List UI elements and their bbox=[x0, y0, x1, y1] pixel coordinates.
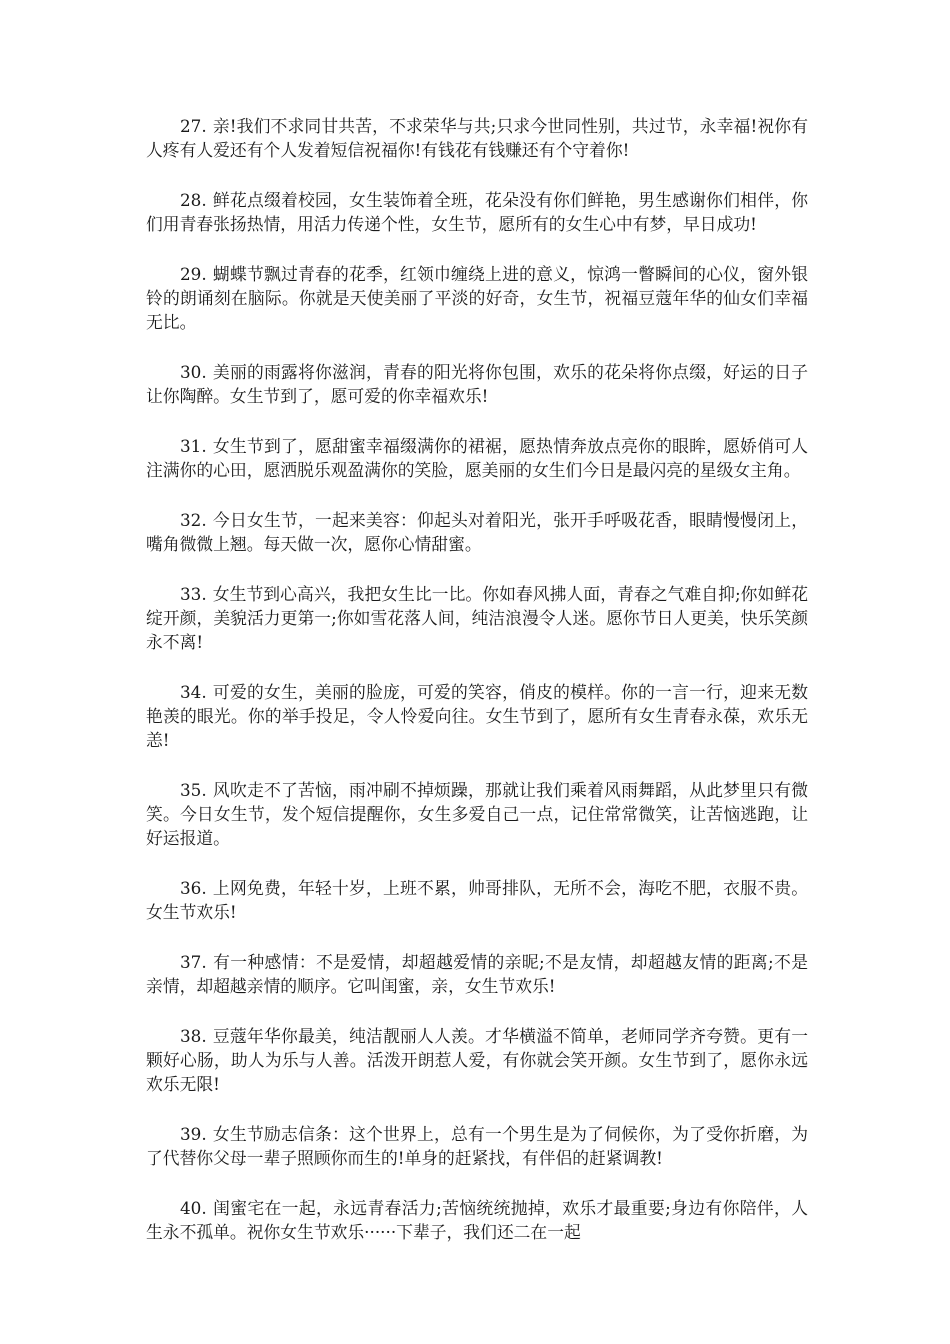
paragraph-27 bbox=[146, 114, 808, 162]
paragraph-36 bbox=[146, 876, 808, 924]
paragraph-text: 女生节到了，愿甜蜜幸福缀满你的裙裾，愿热情奔放点亮你的眼眸，愿娇俏可人注满你的心田，愿洒脱乐观盈满你的笑脸，愿美丽的女生们今日是最闪亮的星级女主角。 bbox=[146, 436, 808, 480]
paragraph-text: 今日女生节，一起来美容：仰起头对着阳光，张开手呼吸花香，眼睛慢慢闭上，嘴角微微上翘。每天做一次，愿你心情甜蜜。 bbox=[146, 510, 808, 554]
paragraph-number: 38. bbox=[180, 1026, 207, 1046]
paragraph-34 bbox=[146, 680, 808, 752]
paragraph-31 bbox=[146, 434, 808, 482]
paragraph-text: 有一种感情：不是爱情，却超越爱情的亲昵;不是友情，却超越友情的距离;不是亲情，却超越亲情的顺序。它叫闺蜜，亲，女生节欢乐! bbox=[146, 952, 808, 996]
paragraph-number: 40. bbox=[180, 1198, 207, 1218]
paragraph-33 bbox=[146, 582, 808, 654]
paragraph-text: 豆蔻年华你最美，纯洁靓丽人人羡。才华横溢不简单，老师同学齐夸赞。更有一颗好心肠，助人为乐与人善。活泼开朗惹人爱，有你就会笑开颜。女生节到了，愿你永远欢乐无限! bbox=[146, 1026, 808, 1094]
paragraph-30 bbox=[146, 360, 808, 408]
paragraph-number: 39. bbox=[180, 1124, 207, 1144]
paragraph-text: 蝴蝶节飘过青春的花季，红领巾缠绕上进的意义，惊鸿一瞥瞬间的心仪，窗外银铃的朗诵刻在脑际。你就是天使美丽了平淡的好奇，女生节，祝福豆蔻年华的仙女们幸福无比。 bbox=[146, 264, 808, 332]
paragraph-number: 37. bbox=[180, 952, 207, 972]
paragraph-text: 鲜花点缀着校园，女生装饰着全班，花朵没有你们鲜艳，男生感谢你们相伴，你们用青春张扬热情，用活力传递个性，女生节，愿所有的女生心中有梦，早日成功! bbox=[146, 190, 808, 234]
paragraph-38 bbox=[146, 1024, 808, 1096]
paragraph-40 bbox=[146, 1196, 808, 1244]
paragraph-39 bbox=[146, 1122, 808, 1170]
paragraph-text: 女生节到心高兴，我把女生比一比。你如春风拂人面，青春之气难自抑;你如鲜花绽开颜，美貌活力更第一;你如雪花落人间，纯洁浪漫令人迷。愿你节日人更美，快乐笑颜永不离! bbox=[146, 584, 808, 652]
paragraph-text: 女生节励志信条：这个世界上，总有一个男生是为了伺候你，为了受你折磨，为了代替你父母一辈子照顾你而生的!单身的赶紧找，有伴侣的赶紧调教! bbox=[146, 1124, 808, 1168]
paragraph-number: 32. bbox=[180, 510, 207, 530]
paragraph-number: 31. bbox=[180, 436, 207, 456]
paragraph-number: 36. bbox=[180, 878, 207, 898]
paragraph-35 bbox=[146, 778, 808, 850]
paragraph-number: 34. bbox=[180, 682, 207, 702]
paragraph-number: 35. bbox=[180, 780, 207, 800]
paragraph-29 bbox=[146, 262, 808, 334]
paragraph-number: 28. bbox=[180, 190, 207, 210]
document-body bbox=[146, 114, 808, 1270]
paragraph-28 bbox=[146, 188, 808, 236]
paragraph-text: 闺蜜宅在一起，永远青春活力;苦恼统统抛掉，欢乐才最重要;身边有你陪伴，人生永不孤单。祝你女生节欢乐······下辈子，我们还二在一起 bbox=[146, 1198, 808, 1242]
paragraph-number: 30. bbox=[180, 362, 207, 382]
paragraph-number: 29. bbox=[180, 264, 207, 284]
paragraph-text: 可爱的女生，美丽的脸庞，可爱的笑容，俏皮的模样。你的一言一行，迎来无数艳羡的眼光。你的举手投足，令人怜爱向往。女生节到了，愿所有女生青春永葆，欢乐无恙! bbox=[146, 682, 808, 750]
paragraph-text: 风吹走不了苦恼，雨冲刷不掉烦躁，那就让我们乘着风雨舞蹈，从此梦里只有微笑。今日女生节，发个短信提醒你，女生多爱自己一点，记住常常微笑，让苦恼逃跑，让好运报道。 bbox=[146, 780, 808, 848]
paragraph-text: 美丽的雨露将你滋润，青春的阳光将你包围，欢乐的花朵将你点缀，好运的日子让你陶醉。女生节到了，愿可爱的你幸福欢乐! bbox=[146, 362, 808, 406]
paragraph-37 bbox=[146, 950, 808, 998]
paragraph-text: 亲!我们不求同甘共苦，不求荣华与共;只求今世同性别，共过节，永幸福!祝你有人疼有人爱还有个人发着短信祝福你!有钱花有钱赚还有个守着你! bbox=[146, 116, 808, 160]
paragraph-text: 上网免费，年轻十岁，上班不累，帅哥排队，无所不会，海吃不肥，衣服不贵。女生节欢乐! bbox=[146, 878, 808, 922]
paragraph-number: 33. bbox=[180, 584, 207, 604]
paragraph-32 bbox=[146, 508, 808, 556]
paragraph-number: 27. bbox=[180, 116, 207, 136]
